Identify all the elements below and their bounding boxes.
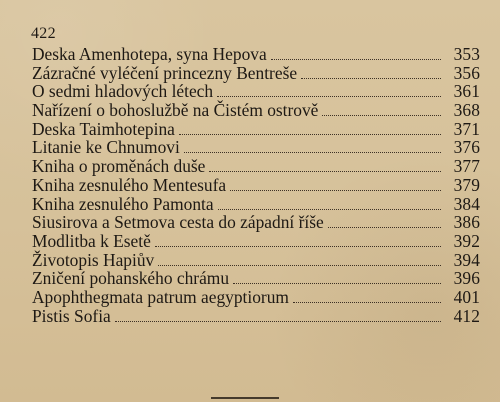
toc-row: [32, 232, 480, 251]
table-of-contents: [32, 45, 480, 325]
toc-entry-page: 368: [453, 100, 480, 121]
toc-entry-page: 379: [453, 174, 480, 195]
toc-entry-title: Zázračné vyléčení princezny Bentreše: [32, 62, 298, 83]
toc-entry-title: O sedmi hladových létech: [32, 81, 214, 102]
bottom-rule: [211, 397, 279, 399]
dot-leader: [322, 114, 441, 116]
toc-entry-page: 371: [453, 118, 480, 139]
toc-row: [32, 195, 480, 214]
toc-entry-title: Kniha o proměnách duše: [32, 156, 206, 177]
dot-leader: [115, 320, 441, 322]
toc-entry-title: Deska Amenhotepa, syna Hepova: [32, 44, 267, 64]
dot-leader: [179, 133, 441, 135]
toc-entry-title: Kniha zesnulého Mentesufa: [32, 174, 227, 195]
toc-entry-page: 412: [453, 305, 480, 326]
toc-entry-title: Siusirova a Setmova cesta do západní říše: [32, 212, 324, 233]
toc-row: [32, 101, 480, 120]
toc-row: [32, 176, 480, 195]
dot-leader: [158, 264, 441, 266]
toc-row: [32, 64, 480, 83]
toc-entry-page: 386: [453, 212, 480, 233]
toc-entry-page: 353: [453, 44, 480, 64]
toc-entry-title: Zničení pohanského chrámu: [32, 268, 230, 289]
toc-row: [32, 288, 480, 307]
toc-entry-title: Apophthegmata patrum aegyptiorum: [32, 286, 289, 307]
toc-row: [32, 213, 480, 232]
dot-leader: [217, 95, 441, 97]
dot-leader: [155, 245, 441, 247]
dot-leader: [328, 226, 441, 228]
dot-leader: [184, 151, 441, 153]
toc-row: [32, 138, 480, 157]
toc-entry-title: Pistis Sofia: [32, 305, 111, 326]
toc-entry-page: 384: [453, 193, 480, 214]
toc-entry-title: Nařízení o bohoslužbě na Čistém ostrově: [32, 100, 319, 121]
toc-entry-title: Litanie ke Chnumovi: [32, 137, 180, 158]
dot-leader: [301, 77, 441, 79]
toc-row: [32, 157, 480, 176]
toc-entry-page: 396: [453, 268, 480, 289]
toc-entry-page: 377: [453, 156, 480, 177]
toc-entry-page: 356: [453, 62, 480, 83]
dot-leader: [233, 282, 441, 284]
toc-entry-page: 376: [453, 137, 480, 158]
dot-leader: [218, 208, 441, 210]
toc-entry-title: Kniha zesnulého Pamonta: [32, 193, 214, 214]
toc-row: [32, 307, 480, 326]
toc-entry-title: Životopis Hapiův: [32, 249, 155, 270]
toc-entry-title: Modlitba k Esetě: [32, 230, 151, 251]
toc-entry-page: 361: [453, 81, 480, 102]
page-number: 422: [31, 25, 56, 42]
toc-row: [32, 45, 480, 64]
dot-leader: [230, 189, 441, 191]
toc-entry-page: 401: [453, 286, 480, 307]
toc-row: [32, 120, 480, 139]
toc-row: [32, 82, 480, 101]
toc-entry-page: 392: [453, 230, 480, 251]
toc-entry-page: 394: [453, 249, 480, 270]
toc-entry-title: Deska Taimhotepina: [32, 118, 175, 139]
toc-row: [32, 251, 480, 270]
toc-row: [32, 269, 480, 288]
dot-leader: [293, 301, 441, 303]
dot-leader: [209, 170, 441, 172]
dot-leader: [271, 58, 441, 60]
